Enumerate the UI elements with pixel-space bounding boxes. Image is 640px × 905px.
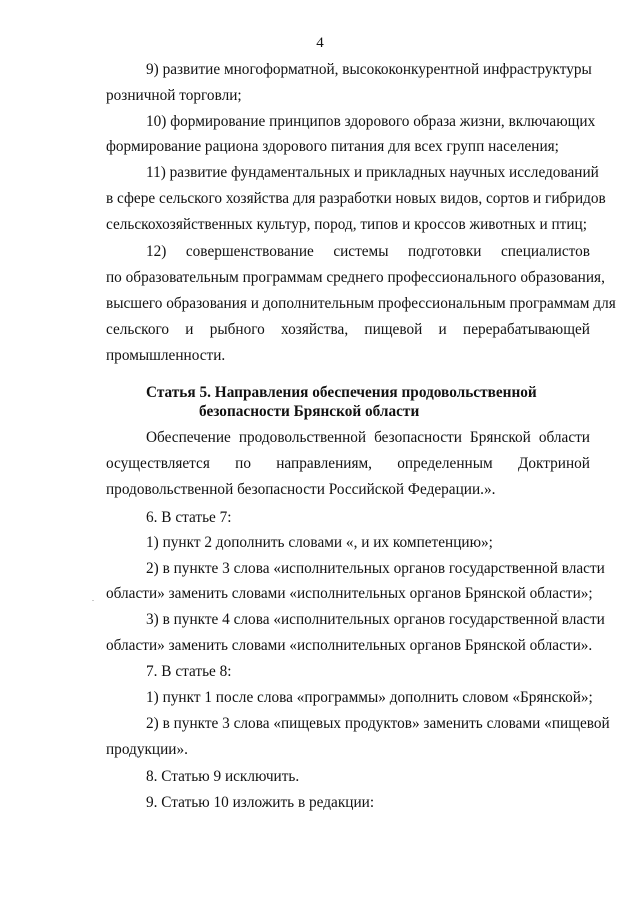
amendment-9: 9. Статью 10 изложить в редакции:	[146, 794, 375, 811]
item-10-line-2: формирование рациона здорового питания для всех групп населения;	[106, 138, 559, 155]
article-5-body-line-2: осуществляется по направлениям, определенным Доктриной	[106, 455, 590, 472]
item-11-line-2: в сфере сельского хозяйства для разработки новых видов, сортов и гибридов	[106, 190, 606, 207]
article-5-heading-line-2: безопасности Брянской области	[199, 403, 420, 420]
item-12-line-3: высшего образования и дополнительным профессиональным программам для	[106, 295, 616, 312]
article-5-body-line-3: продовольственной безопасности Российской Федерации.».	[106, 481, 496, 498]
amendment-6-point-2-line-1: 2) в пункте 3 слова «исполнительных органов государственной власти	[146, 560, 605, 577]
item-11-line-3: сельскохозяйственных культур, пород, типов и кроссов животных и птиц;	[106, 216, 587, 233]
amendment-8: 8. Статью 9 исключить.	[146, 768, 300, 785]
item-12-line-4: сельского и рыбного хозяйства, пищевой и перерабатывающей	[106, 321, 590, 338]
amendment-6-point-3-line-1: 3) в пункте 4 слова «исполнительных органов государственной власти	[146, 611, 605, 628]
item-12-line-2: по образовательным программам среднего профессионального образования,	[106, 269, 605, 286]
amendment-6-point-2-line-2: области» заменить словами «исполнительных органов Брянской области»;	[106, 585, 593, 602]
item-12-line-1: 12) совершенствование системы подготовки специалистов	[146, 243, 590, 260]
item-12-line-5: промышленности.	[106, 347, 226, 364]
amendment-6-point-1: 1) пункт 2 дополнить словами «, и их компетенцию»;	[146, 534, 493, 551]
amendment-7-point-2-line-1: 2) в пункте 3 слова «пищевых продуктов» заменить словами «пищевой	[146, 715, 610, 732]
item-11-line-1: 11) развитие фундаментальных и прикладных научных исследований	[146, 164, 599, 181]
amendment-6-point-3-line-2: области» заменить словами «исполнительных органов Брянской области».	[106, 637, 593, 654]
article-5-body-line-1: Обеспечение продовольственной безопасности Брянской области	[146, 429, 590, 446]
item-9-line-2: розничной торговли;	[106, 87, 242, 104]
scan-mark: ,	[557, 604, 559, 613]
scan-mark: .	[92, 594, 94, 603]
amendment-7-point-2-line-2: продукции».	[106, 741, 188, 758]
item-9-line-1: 9) развитие многоформатной, высококонкурентной инфраструктуры	[146, 61, 592, 78]
item-10-line-1: 10) формирование принципов здорового образа жизни, включающих	[146, 113, 596, 130]
amendment-7-intro: 7. В статье 8:	[146, 663, 232, 680]
page-number: 4	[316, 35, 324, 51]
amendment-7-point-1: 1) пункт 1 после слова «программы» дополнить словом «Брянской»;	[146, 689, 593, 706]
amendment-6-intro: 6. В статье 7:	[146, 509, 232, 526]
article-5-heading-line-1: Статья 5. Направления обеспечения продовольственной	[146, 384, 537, 401]
